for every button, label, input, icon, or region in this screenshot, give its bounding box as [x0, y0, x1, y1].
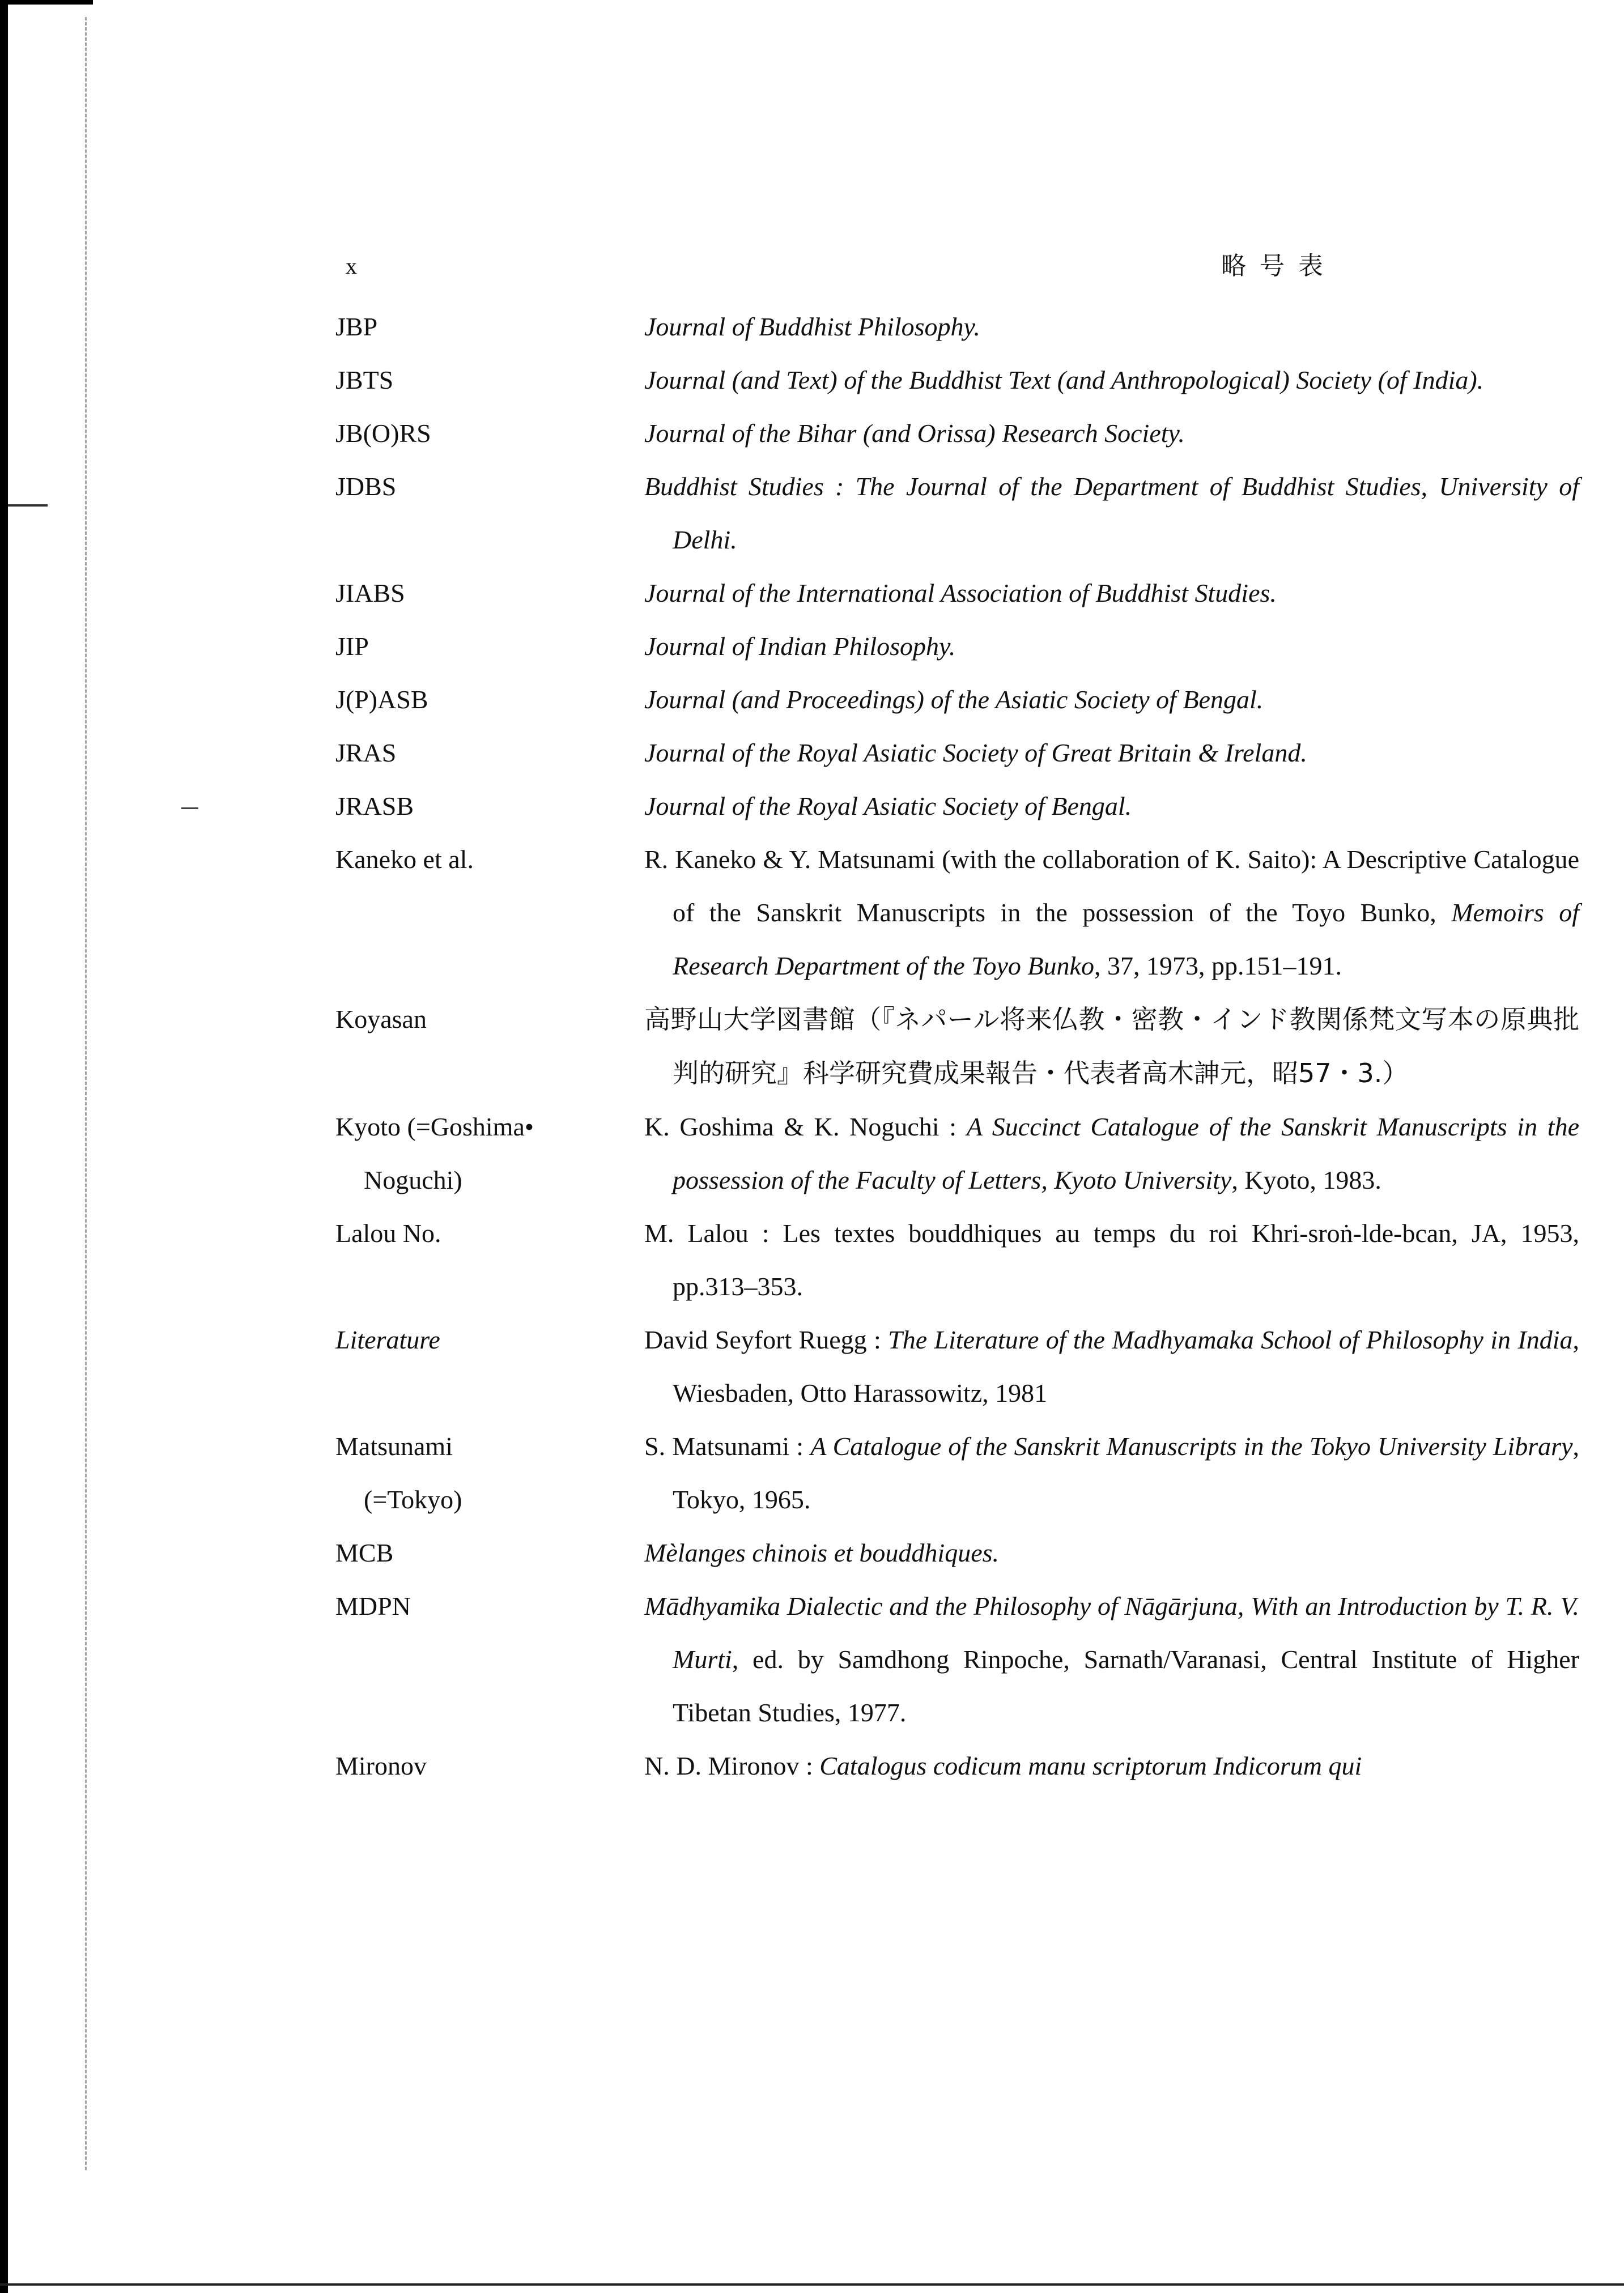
abbreviation-term-text: JBP — [335, 312, 378, 341]
abbreviation-description — [644, 993, 1579, 1100]
abbreviation-description — [644, 726, 1579, 780]
abbreviation-term — [335, 354, 644, 407]
abbreviation-description — [644, 1100, 1579, 1207]
description-segment: , ed. by Samdhong Rinpoche, Sarnath/Varanasi, Central Institute of Higher Tibetan Studies, 1977. — [673, 1645, 1579, 1727]
abbreviation-term-text: Koyasan — [335, 1005, 427, 1033]
abbreviation-term-text: JRASB — [335, 792, 414, 820]
abbreviation-description — [644, 460, 1579, 567]
description-segment: The Literature of the Madhyamaka School of Philosophy in India — [888, 1325, 1573, 1354]
abbreviation-description — [644, 833, 1579, 993]
abbreviation-description — [644, 407, 1579, 460]
description-segment: Journal of the Royal Asiatic Society of Great Britain & Ireland. — [644, 738, 1307, 767]
abbreviation-description — [644, 1580, 1579, 1739]
abbreviation-term — [335, 407, 644, 460]
scan-edge-bottom — [0, 2283, 1624, 2286]
abbreviation-description — [644, 673, 1579, 726]
description-segment: Journal of the International Association of Buddhist Studies. — [644, 578, 1277, 607]
abbreviation-description — [644, 300, 1579, 354]
page-number: x — [346, 253, 357, 279]
abbreviation-description — [644, 1207, 1579, 1313]
abbreviation-entry — [335, 1526, 1554, 1580]
page-header — [346, 249, 1547, 283]
abbreviation-term-continuation: (=Tokyo) — [364, 1485, 462, 1514]
abbreviation-description — [644, 1739, 1579, 1793]
abbreviation-term-text: JRAS — [335, 738, 397, 767]
abbreviation-term-text: Matsunami — [335, 1432, 453, 1461]
abbreviation-term — [335, 620, 644, 673]
scan-mark — [8, 504, 48, 507]
abbreviation-description — [644, 567, 1579, 620]
scan-edge-left — [0, 0, 8, 2293]
description-segment: , Wiesbaden, Otto Harassowitz, 1981 — [673, 1325, 1579, 1407]
abbreviation-entry — [335, 1420, 1579, 1526]
abbreviation-term — [335, 1420, 644, 1526]
abbreviation-term-text: Literature — [335, 1325, 440, 1354]
description-segment: Mèlanges chinois et bouddhiques. — [644, 1538, 1000, 1567]
description-segment: Buddhist Studies : The Journal of the Department of Buddhist Studies, University of Delhi. — [644, 472, 1579, 554]
abbreviation-description — [644, 1420, 1579, 1526]
abbreviation-term — [335, 673, 644, 726]
abbreviation-term-text: Mironov — [335, 1751, 427, 1780]
abbreviation-entry — [335, 620, 1554, 673]
abbreviation-term-text: JB(O)RS — [335, 419, 431, 448]
description-segment: Journal of the Bihar (and Orissa) Research Society. — [644, 419, 1185, 448]
description-segment: Memoirs of Research Department of the Toyo Bunko — [673, 898, 1579, 980]
description-segment: Journal of the Royal Asiatic Society of Bengal. — [644, 792, 1132, 820]
description-segment: Journal (and Text) of the Buddhist Text (and Anthropological) Society (of India). — [644, 365, 1484, 394]
abbreviation-term — [335, 1580, 644, 1739]
abbreviation-term-text: Kaneko et al. — [335, 845, 474, 874]
abbreviation-entry — [335, 1207, 1579, 1313]
abbreviation-description — [644, 354, 1579, 407]
abbreviation-entry — [335, 726, 1554, 780]
abbreviation-term — [335, 780, 644, 833]
scan-mark — [181, 807, 198, 809]
abbreviation-description — [644, 620, 1579, 673]
abbreviation-entry — [335, 567, 1554, 620]
description-segment: Journal of Buddhist Philosophy. — [644, 312, 980, 341]
description-segment: Journal of Indian Philosophy. — [644, 632, 956, 661]
abbreviation-term-text: MCB — [335, 1538, 394, 1567]
abbreviation-term — [335, 1207, 644, 1313]
abbreviation-term-text: Lalou No. — [335, 1219, 441, 1248]
abbreviation-term — [335, 1100, 644, 1207]
abbreviation-entry — [335, 1100, 1580, 1207]
abbreviation-term — [335, 833, 644, 993]
description-segment: A Catalogue of the Sanskrit Manuscripts in the Tokyo University Library — [810, 1432, 1573, 1461]
description-segment: R. Kaneko & Y. Matsunami (with the collaboration of K. Saito): A Descriptive Catalogue of the Sanskrit Manuscripts in the possession of the Toyo Bunko, — [644, 845, 1579, 927]
abbreviation-term — [335, 993, 644, 1100]
abbreviation-entry — [335, 354, 1554, 407]
description-segment: N. D. Mironov : — [644, 1751, 820, 1780]
abbreviation-term — [335, 726, 644, 780]
abbreviation-term — [335, 1739, 644, 1793]
abbreviation-entry — [335, 1739, 1554, 1793]
description-segment: Catalogus codicum manu scriptorum Indicorum qui — [819, 1751, 1362, 1780]
abbreviation-entry — [335, 673, 1554, 726]
abbreviation-entry — [335, 993, 1579, 1100]
abbreviation-term-text: J(P)ASB — [335, 685, 428, 714]
description-segment: , Tokyo, 1965. — [673, 1432, 1579, 1514]
abbreviation-term — [335, 567, 644, 620]
abbreviation-entry — [335, 1580, 1579, 1739]
abbreviation-entry — [335, 833, 1579, 993]
abbreviation-entry — [335, 407, 1554, 460]
abbreviation-entry — [335, 1313, 1579, 1420]
description-segment: A Succinct Catalogue of the Sanskrit Manuscripts in the possession of the Faculty of Letters, Kyoto University — [673, 1112, 1580, 1194]
abbreviation-term-text: Kyoto (=Goshima• — [335, 1112, 534, 1141]
abbreviation-term — [335, 1526, 644, 1580]
abbreviation-term — [335, 1313, 644, 1420]
abbreviation-term-text: JIP — [335, 632, 369, 661]
description-segment: David Seyfort Ruegg : — [644, 1325, 888, 1354]
abbreviation-term-text: MDPN — [335, 1592, 411, 1620]
abbreviation-term — [335, 300, 644, 354]
abbreviation-term-text: JIABS — [335, 578, 405, 607]
abbreviation-entry — [335, 780, 1554, 833]
description-segment: , Kyoto, 1983. — [1231, 1165, 1381, 1194]
abbreviation-description — [644, 1526, 1579, 1580]
binding-marks — [85, 17, 90, 2170]
description-segment: 高野山大学図書館（『ネパール将来仏教・密教・インド教関係梵文写本の原典批判的研究』科学研究費成果報告・代表者高木訷元，昭57・3.） — [644, 1004, 1579, 1088]
abbreviation-entry — [335, 300, 1554, 354]
description-segment: K. Goshima & K. Noguchi : — [644, 1112, 967, 1141]
description-segment: Journal (and Proceedings) of the Asiatic Society of Bengal. — [644, 685, 1264, 714]
description-segment: , 37, 1973, pp.151–191. — [1094, 951, 1342, 980]
abbreviation-term — [335, 460, 644, 567]
abbreviation-entry — [335, 460, 1579, 567]
abbreviation-term-text: JBTS — [335, 365, 394, 394]
abbreviation-description — [644, 1313, 1579, 1420]
description-segment: M. Lalou : Les textes bouddhiques au temps du roi Khri-sroṅ-lde-bcan, JA, 1953, pp.313–353. — [644, 1219, 1579, 1301]
running-title: 略号表 — [1221, 252, 1337, 280]
abbreviation-term-continuation: Noguchi) — [364, 1165, 462, 1194]
abbreviation-list — [335, 300, 1580, 1793]
description-segment: Mādhyamika Dialectic and the Philosophy of Nāgārjuna, With an Introduction by T. R. V. Murti — [644, 1592, 1579, 1674]
scan-edge-top — [8, 0, 93, 5]
description-segment: S. Matsunami : — [644, 1432, 811, 1461]
abbreviation-description — [644, 780, 1579, 833]
abbreviation-term-text: JDBS — [335, 472, 397, 501]
